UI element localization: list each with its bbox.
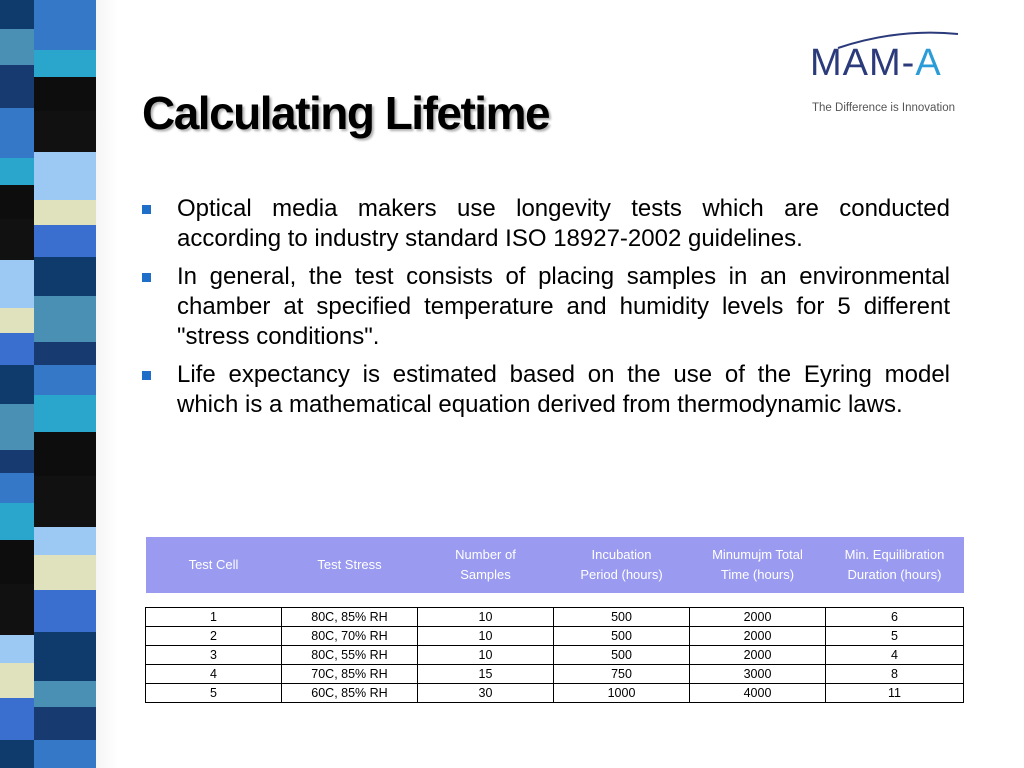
stripe-block [0, 503, 34, 540]
stripe-block [0, 698, 34, 740]
stripe-block [0, 260, 34, 308]
header-incubation-period [554, 537, 690, 593]
cell-test-cell: 4 [146, 665, 282, 684]
bullet-text: In general, the test consists of placing samples in an environmental chamber at specified temperature and humidity levels for 5 different "stress conditions". [177, 263, 950, 350]
bullet-item [142, 194, 950, 254]
bullet-item [142, 360, 950, 420]
table-row [146, 627, 964, 646]
table-body [146, 608, 964, 703]
stripe-block [0, 185, 34, 219]
header-line: Incubation [591, 547, 652, 562]
stripe-block [34, 740, 96, 768]
logo-tagline: The Difference is Innovation [812, 102, 955, 114]
cell-test-stress: 80C, 70% RH [282, 627, 418, 646]
cell-samples: 10 [418, 627, 554, 646]
spacer-cell [146, 593, 964, 608]
cell-incubation: 1000 [554, 684, 690, 703]
table-spacer [146, 593, 964, 608]
stripe-block [0, 0, 34, 29]
stripe-block [34, 681, 96, 707]
bullet-text: Optical media makers use longevity tests which are conducted according to industry standard ISO 18927-2002 guidelines. [177, 195, 950, 252]
table-row [146, 646, 964, 665]
stripe-block [34, 365, 96, 395]
stripe-block [0, 540, 34, 584]
stripe-block [0, 404, 34, 450]
cell-incubation: 750 [554, 665, 690, 684]
stripe-block [34, 476, 96, 527]
stripe-block [34, 432, 96, 476]
stripe-block [0, 663, 34, 698]
stripe-block [34, 590, 96, 632]
header-line: Samples [460, 567, 511, 582]
cell-equilibration: 11 [826, 684, 964, 703]
cell-test-cell: 2 [146, 627, 282, 646]
cell-incubation: 500 [554, 627, 690, 646]
stripe-block [34, 152, 96, 200]
stripe-block [34, 632, 96, 681]
square-bullet-icon [142, 371, 151, 380]
header-minimum-total-time [690, 537, 826, 593]
cell-test-cell: 3 [146, 646, 282, 665]
header-line: Number of [455, 547, 516, 562]
stress-conditions-table [145, 537, 963, 703]
cell-total-time: 2000 [690, 646, 826, 665]
cell-samples: 10 [418, 608, 554, 627]
header-test-stress [282, 537, 418, 593]
stripe-block [0, 108, 34, 158]
stripe-block [34, 342, 96, 365]
cell-total-time: 4000 [690, 684, 826, 703]
logo-main: MAM- [810, 42, 916, 84]
header-line: Minumujm Total [712, 547, 803, 562]
cell-test-stress: 80C, 85% RH [282, 608, 418, 627]
cell-equilibration: 4 [826, 646, 964, 665]
stripe-block [0, 219, 34, 260]
stripe-block [34, 707, 96, 740]
stripe-block [0, 65, 34, 108]
stripe-block [0, 308, 34, 333]
header-line: Time (hours) [720, 567, 795, 582]
stripe-block [0, 158, 34, 185]
square-bullet-icon [142, 273, 151, 282]
table-row [146, 665, 964, 684]
stripe-block [0, 29, 34, 65]
header-number-of-samples [418, 537, 554, 593]
decorative-stripe-band [0, 0, 118, 768]
cell-samples: 10 [418, 646, 554, 665]
logo-accent: A [915, 42, 942, 84]
stripe-block [34, 50, 96, 77]
stripe-block [34, 296, 96, 342]
table-row [146, 608, 964, 627]
cell-equilibration: 8 [826, 665, 964, 684]
company-logo [808, 26, 978, 118]
stripe-block [0, 635, 34, 663]
cell-test-stress: 70C, 85% RH [282, 665, 418, 684]
stripe-block [34, 555, 96, 590]
cell-test-stress: 60C, 85% RH [282, 684, 418, 703]
cell-incubation: 500 [554, 608, 690, 627]
stripe-block [34, 395, 96, 432]
square-bullet-icon [142, 205, 151, 214]
stripe-block [34, 0, 96, 50]
stripe-block [34, 527, 96, 555]
stripe-block [0, 584, 34, 635]
cell-test-cell: 5 [146, 684, 282, 703]
header-line: Test Stress [317, 557, 382, 572]
bullet-item [142, 262, 950, 352]
logo-wordmark [810, 42, 942, 85]
cell-samples: 30 [418, 684, 554, 703]
slide-title: Calculating Lifetime [142, 87, 550, 139]
cell-total-time: 3000 [690, 665, 826, 684]
stripe-block [0, 450, 34, 473]
stripe-block [0, 473, 34, 503]
cell-test-cell: 1 [146, 608, 282, 627]
stripe-block [34, 257, 96, 296]
cell-samples: 15 [418, 665, 554, 684]
bullet-text: Life expectancy is estimated based on the use of the Eyring model which is a mathematical equation derived from thermodynamic laws. [177, 361, 950, 418]
header-line: Test Cell [188, 557, 239, 572]
header-test-cell [146, 537, 282, 593]
bullet-list [142, 194, 950, 428]
cell-total-time: 2000 [690, 608, 826, 627]
stripe-block [34, 77, 96, 111]
cell-equilibration: 5 [826, 627, 964, 646]
cell-incubation: 500 [554, 646, 690, 665]
stripe-block [0, 333, 34, 365]
header-line: Duration (hours) [847, 567, 942, 582]
header-min-equilibration [826, 537, 964, 593]
stripe-block [34, 225, 96, 257]
header-line: Min. Equilibration [844, 547, 945, 562]
stripe-block [34, 111, 96, 152]
header-line: Period (hours) [580, 567, 663, 582]
table-row [146, 684, 964, 703]
cell-test-stress: 80C, 55% RH [282, 646, 418, 665]
stripe-block [0, 740, 34, 768]
table-header-row [146, 537, 964, 593]
cell-equilibration: 6 [826, 608, 964, 627]
cell-total-time: 2000 [690, 627, 826, 646]
stripe-block [0, 365, 34, 404]
stripe-block [34, 200, 96, 225]
